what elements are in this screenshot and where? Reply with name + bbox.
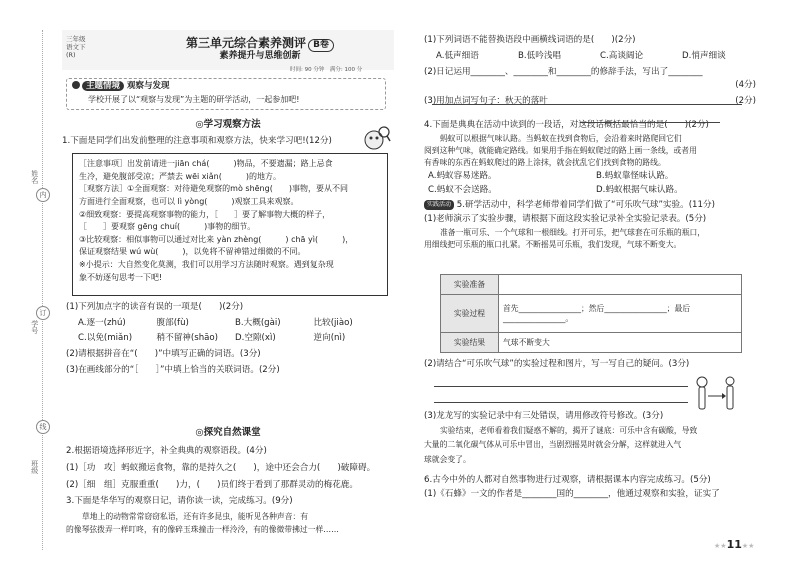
option-c[interactable]: C.蚂蚁不会送路。 bbox=[428, 184, 497, 195]
balloon-bottle-icon bbox=[688, 376, 744, 412]
option-a[interactable]: A.蚂蚁容易迷路。 bbox=[428, 170, 497, 181]
right-column bbox=[424, 34, 764, 252]
option-d[interactable]: D.蚂蚁根据气味认路。 bbox=[596, 184, 683, 195]
score: (4分) bbox=[735, 80, 756, 91]
grade-text: 三年级 bbox=[66, 35, 86, 43]
question-5-1: (1)老师演示了实验步骤，请根据下面这段实验记录补全实验记录表。(5分) bbox=[424, 214, 707, 225]
option-a[interactable]: A.逐一(zhú) bbox=[78, 317, 126, 328]
magnifier-mascot-icon bbox=[362, 124, 392, 156]
passage-line: 准备一瓶可乐、一个气球和一根细线。打开可乐，把气球套在可乐瓶的瓶口， bbox=[440, 227, 706, 237]
title-text: 第三单元综合素养测评 bbox=[186, 36, 307, 50]
student-id-label: 学号 bbox=[30, 320, 39, 334]
note-line: ※小提示：大自然变化莫测，我们可以用学习方法随时观察。遇到复杂现 bbox=[79, 260, 334, 269]
sub-question: (3)在画线部分的“［ ］”中填上恰当的关联词语。(2分) bbox=[66, 364, 280, 375]
spacer bbox=[424, 44, 764, 45]
grade-label bbox=[66, 36, 86, 59]
class-label: 班级 bbox=[30, 460, 39, 474]
binding-dotted-line bbox=[42, 30, 43, 550]
section-heading: ◎学习观察方法 bbox=[195, 119, 261, 130]
table-row bbox=[441, 275, 742, 295]
version-badge: B卷 bbox=[308, 39, 334, 52]
binding-margin bbox=[6, 0, 58, 569]
margin-mark-line: 线 bbox=[36, 420, 50, 434]
section-nature-class bbox=[62, 427, 394, 439]
note-line: ②细致观察：要提高观察事物的能力，［ ］要了解事物大概的样子， bbox=[79, 209, 331, 219]
diary-line: 草地上的动物常常窃窃私语，还有许多昆虫，能听见各种声音：有 bbox=[82, 512, 309, 521]
option-a[interactable]: A.低声细语 bbox=[436, 50, 479, 61]
option-d2: 逆向(nì) bbox=[313, 333, 346, 344]
question-1-1 bbox=[66, 302, 392, 376]
time-score-info: 时间: 90 分钟 满分: 100 分 bbox=[290, 67, 363, 73]
option-b[interactable]: B.蚂蚁靠怪味认路。 bbox=[596, 170, 674, 181]
question-6: 6.古今中外的人都对自然事物进行过观察，请根据课本内容完成练习。(5分) bbox=[424, 474, 711, 485]
answer-line[interactable] bbox=[434, 402, 688, 403]
question-3-3: (3)用加点词写句子：秋天的落叶 bbox=[424, 96, 548, 106]
page-subtitle: 素养提升与思维创新 bbox=[219, 51, 301, 61]
passage-line: 有香味的东西在蚂蚁爬过的路上涂抹，就会扰乱它们找到食物的路线。 bbox=[424, 158, 666, 168]
table-header-cell: 实验准备 bbox=[441, 275, 499, 295]
theme-topic: 观察与发现 bbox=[126, 81, 170, 91]
option-b[interactable]: B.低吟浅唱 bbox=[518, 50, 562, 61]
question-3: 3.下面是华华写的观察日记，请你读一读，完成练习。(9分) bbox=[66, 496, 293, 507]
page-title bbox=[150, 36, 370, 52]
passage-line: 蚂蚁可以根据气味认路。当蚂蚁在找到食物后，会沿着来时路爬回它们 bbox=[440, 133, 682, 143]
passage-line: 球就会变了。 bbox=[424, 455, 471, 465]
table-header-cell: 实验结果 bbox=[441, 333, 499, 353]
passage-line: 阅到这种气味，就能确定路线。如果用手指在蚂蚁爬过的路上画一条线，或者用 bbox=[424, 145, 697, 155]
sub-question: (1)下列加点字的读音有误的一项是( )(2分) bbox=[66, 302, 244, 312]
note-line: 保证观察结果 wú wù( )，以免将不留神错过细微的不同。 bbox=[79, 247, 306, 257]
table-row bbox=[441, 295, 742, 333]
theme-pill: 主题情境 bbox=[82, 81, 124, 91]
note-line: 方面进行全面观察，也可以 lì yòng( )观察工具来观察。 bbox=[79, 196, 299, 206]
passage-line: 大量的二氧化碳气体从可乐中冒出，当剧烈摇晃时就会分解，这样就进入气 bbox=[424, 440, 682, 450]
note-line: ③比较观察：相似事物可以通过对比来 yàn zhèng( ) chā yì( )， bbox=[79, 234, 354, 244]
table-header-cell: 实验过程 bbox=[441, 295, 499, 333]
margin-mark-inner: 内 bbox=[36, 188, 50, 202]
experiment-table bbox=[440, 274, 742, 353]
page-number-text: 11 bbox=[726, 538, 742, 551]
question-3-2: (2)日记运用________、________和________的修辞手法，写出了________ bbox=[424, 66, 703, 77]
option-d[interactable]: D.悄声细谈 bbox=[682, 50, 726, 61]
question-6-1: (1)《石蜂》一文的作者是________国的________，他通过观察和实验，证实了 bbox=[424, 488, 720, 499]
question-3-1: (1)下列词语不能替换语段中画横线词语的是( )(2分) bbox=[424, 35, 636, 45]
option-c[interactable]: C.以免(miǎn) bbox=[78, 333, 133, 344]
sub-question: (2)请根据拼音在“( )”中填写正确的词语。(3分) bbox=[66, 349, 261, 360]
table-row bbox=[441, 333, 742, 353]
answer-line[interactable] bbox=[432, 104, 742, 105]
subject-text: 语文下 bbox=[66, 42, 86, 51]
star-icon: ★★ bbox=[714, 542, 727, 550]
options-row bbox=[424, 184, 764, 198]
options-row bbox=[66, 333, 392, 344]
answer-line[interactable] bbox=[434, 386, 688, 387]
note-line: 象不妨逐句思考一下吧! bbox=[79, 272, 163, 282]
question-2-2: (2)［细 组］克服重重( )力，( )员们终于看到了那群灵动的梅花鹿。 bbox=[66, 479, 358, 490]
passage-line: 用细线把可乐瓶的瓶口扎紧。不断摇晃可乐瓶，我们发现，气球不断变大。 bbox=[424, 240, 682, 250]
options-row bbox=[424, 170, 764, 184]
margin-mark-staple: 订 bbox=[36, 306, 50, 320]
theme-intro: 学校开展了以“观察与发现”为主题的研学活动，一起参加吧! bbox=[88, 95, 300, 104]
table-value-cell: 气球不断变大 bbox=[499, 333, 742, 353]
question-5: 5.研学活动中，科学老师带着同学们做了“可乐吹气球”实验。(11分) bbox=[456, 200, 715, 211]
page-number bbox=[714, 538, 754, 552]
option-b2: 比较(jiào) bbox=[313, 317, 353, 328]
score: (2分) bbox=[735, 96, 756, 106]
theme-tag bbox=[72, 81, 170, 92]
diary-line: 的像琴弦拨弄一样叮咚，有的像碎玉珠撞击一样泠泠，有的像微带拂过一样…… bbox=[66, 525, 339, 535]
edition-text: (R) bbox=[66, 50, 76, 59]
question-5-3: (3)龙龙写的实验记录中有三处错误，请用修改符号修改。(3分) bbox=[424, 410, 664, 421]
star-icon: ★★ bbox=[741, 542, 755, 550]
passage-line: 实验结束，老师看着我们疑惑不解的，揭开了谜底：可乐中含有碳酸，导致 bbox=[440, 425, 698, 435]
option-c[interactable]: C.高谈阔论 bbox=[600, 50, 644, 61]
note-line: ［注意事项］出发前请进一jiān chá( )物品，不要遗漏；路上忌食 bbox=[79, 159, 333, 168]
question-2: 2.根据语境选择形近字，补全典典的观察语段。(4分) bbox=[66, 446, 267, 456]
question-1: 1.下面是同学们出发前整理的注意事项和观察方法，快来学习吧!(12分) bbox=[62, 135, 332, 146]
options-row bbox=[424, 50, 764, 64]
option-c2: 稍不留神(shāo) bbox=[156, 333, 219, 344]
options-row bbox=[66, 318, 392, 329]
notes-box bbox=[72, 153, 388, 296]
name-label: 姓名 bbox=[30, 170, 39, 184]
option-a2: 腹部(fù) bbox=[156, 317, 189, 328]
note-line: ［ ］要观察 gēng chuí( )事物的细节。 bbox=[79, 222, 256, 232]
section-learning-methods bbox=[62, 119, 394, 147]
question-4: 4.下面是典典在活动中读到的一段话，对这段话概括最恰当的是( )(2分) bbox=[424, 119, 709, 130]
option-d[interactable]: D.空隙(xì) bbox=[235, 333, 276, 344]
table-input-cell[interactable] bbox=[499, 275, 742, 295]
section-heading: ◎探究自然课堂 bbox=[195, 427, 261, 438]
practice-tag: 实践活动 bbox=[424, 200, 454, 210]
answer-line[interactable] bbox=[580, 122, 720, 123]
question-5-2: (2)请结合“可乐吹气球”的实验过程和图片，写一写自己的疑问。(3分) bbox=[424, 359, 690, 369]
note-line: ［观察方法］①全面观察：对待避免观察的mò shēng( )事物，要从不同 bbox=[79, 184, 348, 194]
option-b[interactable]: B.大概(gài) bbox=[235, 317, 281, 328]
table-input-cell[interactable]: 首先________________；然后________________；最后________________。 bbox=[499, 295, 742, 333]
question-2-3 bbox=[66, 443, 394, 537]
question-2-1: (1)［功 攻］蚂蚁搬运食物，靠的是持久之( )，途中还会合力( )破障碍。 bbox=[66, 462, 376, 473]
note-line: 生冷，避免腹部受凉；严禁去 wēi xiǎn( )的地方。 bbox=[79, 171, 281, 181]
bullet-icon bbox=[72, 81, 80, 89]
